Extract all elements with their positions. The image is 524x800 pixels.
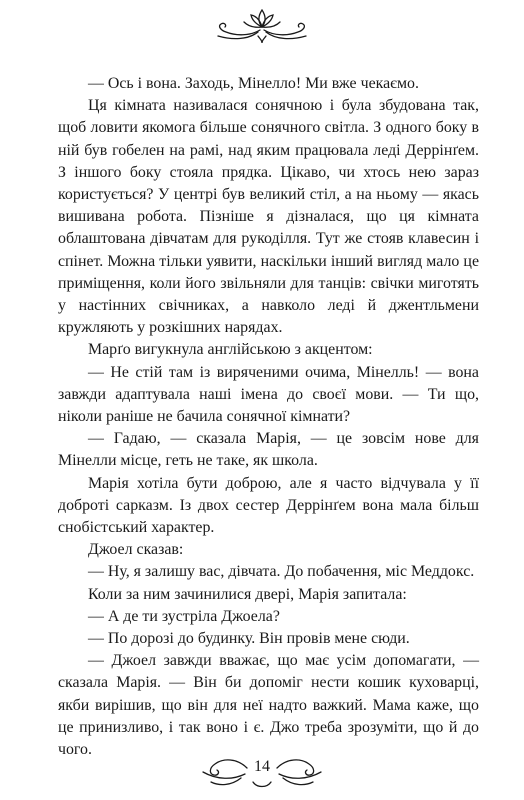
paragraph: — Ось і вона. Заходь, Мінелло! Ми вже чекаємо.	[88, 75, 419, 92]
paragraph: Джоел сказав:	[88, 541, 184, 559]
paragraph: — Гадаю, — сказала Марія, — це зовсім нове для Мінелли місце, геть не таке, як школа.	[58, 430, 479, 470]
page-footer	[0, 752, 524, 792]
paragraph: Марія хотіла бути доброю, але я часто відчувала у її доброті сарказм. Із двох сестер Деррінґем вона мала більш снобістський характер.	[58, 474, 479, 537]
paragraph: Ця кімната називалася сонячною і була збудована так, щоб ловити якомога більше сонячного світла. З одного боку в ній був гобелен на рамі, над яким працювала леді Деррінґем. З іншого боку стояла прядка. Цікаво, чи хтось нею зараз користується? У центрі був великий стіл, а на ньому — якась вишивана робота. Пізніше я дізналася, що ця кімната облаштована дівчатам для рукоділля. Тут же стояв клавесин і спінет. Можна тільки уявити, наскільки інший вигляд мало це приміщення, коли його звільняли для танців: свічки миготять у настінних свічниках, а навколо леді й джентльмени кружляють у розкішних нарядах.	[58, 97, 479, 337]
paragraph: Марґо вигукнула англійською з акцентом:	[88, 341, 373, 359]
paragraph: — Не стій там із виряченими очима, Мінелль! — вона завжди адаптувала наші імена до своєї мови. — Ти що, ніколи раніше не бачила сонячної кімнати?	[58, 363, 479, 426]
paragraph: Коли за ним зачинилися двері, Марія запитала:	[88, 585, 407, 603]
paragraph: — Джоел завжди вважає, що має усім допомагати, — сказала Марія. — Він би допоміг нести кошик куховарці, якби вирішив, що він для неї надто важкий. Мама каже, що це принизливо, і так воно і є. Джо треба зрозуміти, що й до чого.	[58, 652, 479, 759]
page-number: 14	[254, 758, 270, 775]
paragraph: — Ну, я залишу вас, дівчата. До побачення, міс Меддокс.	[88, 563, 475, 581]
paragraph: — А де ти зустріла Джоела?	[88, 607, 280, 625]
paragraph: — По дорозі до будинку. Він провів мене сюди.	[88, 630, 410, 648]
page-text	[58, 73, 479, 761]
top-ornament-icon	[212, 6, 312, 46]
